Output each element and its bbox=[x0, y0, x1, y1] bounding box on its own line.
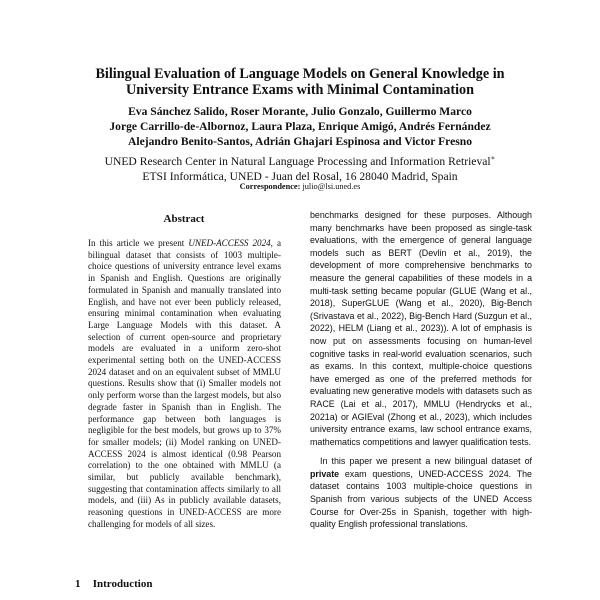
authors-line-2: Jorge Carrillo-de-Albornoz, Laura Plaza, Enrique Amigó, Andrés Fernández bbox=[109, 120, 491, 133]
paper-title bbox=[60, 66, 540, 98]
abstract-text-a: In this article we present bbox=[88, 238, 189, 248]
section-title: Introduction bbox=[92, 578, 153, 590]
abstract-body bbox=[88, 238, 281, 531]
abstract-paragraph bbox=[88, 238, 281, 531]
affiliation-line-2: ETSI Informática, UNED - Juan del Rosal, 16 28040 Madrid, Spain bbox=[142, 169, 458, 183]
intro-paragraph-2-b: exam questions, UNED-ACCESS 2024. The dataset contains 1003 multiple-choice questions in Spanish from various subjects of the UNED Access Course for Over-25s in Spanish, together with high-quality English professional translations. bbox=[310, 468, 532, 530]
section-number: 1 bbox=[75, 578, 81, 590]
affiliation bbox=[60, 151, 540, 184]
title-line-2: University Entrance Exams with Minimal Contamination bbox=[126, 82, 474, 98]
correspondence-email[interactable]: julio@lsi.uned.es bbox=[302, 182, 361, 191]
authors-line-3: Alejandro Benito-Santos, Adrián Ghajari Espinosa and Victor Fresno bbox=[128, 135, 472, 148]
intro-paragraph-2-bold: private bbox=[310, 468, 340, 479]
intro-paragraph-1: benchmarks designed for these purposes. Although many benchmarks have been proposed as single-task evaluations, with the emergence of general language models such as BERT (Devlin et al., 2019), the development of more comprehensive benchmarks to measure the general capabilities of these models in a multi-task setting became popular (GLUE (Wang et al., 2018), SuperGLUE (Wang et al., 2020), Big-Bench (Srivastava et al., 2022), Big-Bench Hard (Suzgun et al., 2022), HELM (Liang et al., 2023)). A lot of emphasis is now put on assessments focusing on human-level cognitive tasks in real-world evaluation scenarios, such as exams. In this context, multiple-choice questions have emerged as one of the preferred methods for evaluating new generative models with datasets such as RACE (Lai et al., 2017), MMLU (Hendrycks et al., 2021a) or AGIEval (Zhong et al., 2023), which includes university entrance exams, law school entrance exams, mathematics competitions and lawyer qualification tests. bbox=[310, 210, 532, 447]
right-column bbox=[310, 209, 532, 531]
correspondence-label: Correspondence: bbox=[239, 182, 301, 191]
intro-paragraph-2-a: In this paper we present a new bilingual dataset of bbox=[320, 456, 532, 467]
authors-line-1: Eva Sánchez Salido, Roser Morante, Julio Gonzalo, Guillermo Marco bbox=[128, 105, 472, 118]
section-heading-introduction bbox=[75, 578, 152, 591]
abstract-dataset-name: UNED-ACCESS 2024 bbox=[188, 238, 271, 248]
correspondence bbox=[60, 182, 540, 192]
affiliation-line-1-text: UNED Research Center in Natural Language Processing and Information Retrieval bbox=[104, 154, 491, 168]
title-line-1: Bilingual Evaluation of Language Models on General Knowledge in bbox=[95, 66, 505, 82]
affiliation-mark: ∗ bbox=[490, 154, 496, 162]
author-list bbox=[60, 104, 540, 149]
intro-paragraph-2 bbox=[310, 455, 532, 531]
affiliation-line-1 bbox=[60, 151, 540, 169]
abstract-text-b: , a bilingual dataset that consists of 1003 multiple-choice questions of university entrance level exams in Spanish and English. Questions are originally formulated in Spanish and manually translated into English, and have not ever been publicly released, ensuring minimal contamination when evaluating Large Language Models with this dataset. A selection of current open-source and proprietary models are evaluated in a uniform zero-shot experimental setting both on the UNED-ACCESS 2024 dataset and on an equivalent subset of MMLU questions. Results show that (i) Smaller models not only perform worse than the largest models, but also degrade faster in Spanish than in English. The performance gap between both languages is negligible for the best models, but grows up to 37% for smaller models; (ii) Model ranking on UNED-ACCESS 2024 is almost identical (0.98 Pearson correlation) to the one obtained with MMLU (a similar, but publicly available benchmark), suggesting that contamination affects similarly to all models, and (iii) As in publicly available datasets, reasoning questions in UNED-ACCESS are more challenging for models of all sizes. bbox=[88, 238, 281, 529]
abstract-heading: Abstract bbox=[163, 213, 205, 225]
